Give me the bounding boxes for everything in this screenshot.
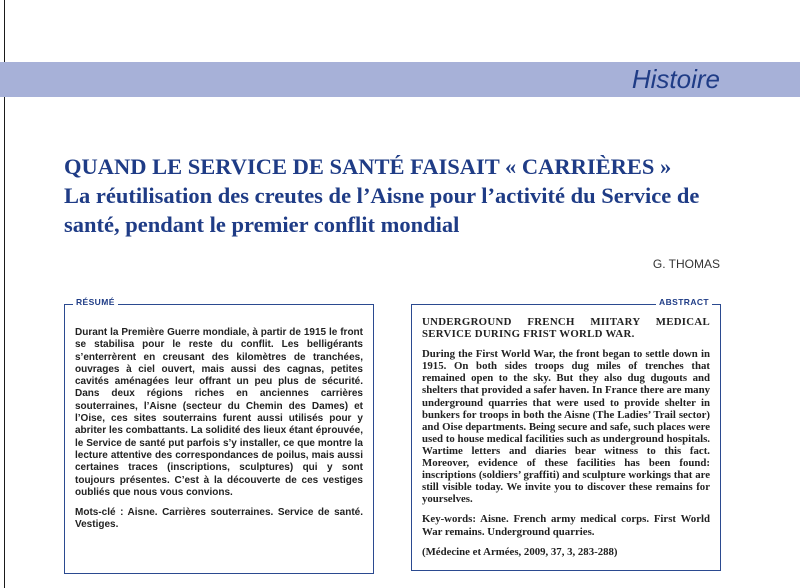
section-title: Histoire (631, 64, 720, 94)
abstract-citation: (Médecine et Armées, 2009, 37, 3, 283-288) (422, 545, 618, 558)
abstract-title: UNDERGROUND FRENCH MIITARY MEDICAL SERVICE DURING FRIST WORLD WAR. (422, 316, 710, 341)
abstract-label: ABSTRACT (656, 297, 712, 307)
resume-box (64, 297, 374, 574)
resume-text: Durant la Première Guerre mondiale, à partir de 1915 le front se stabilisa pour le reste du conflit. Les belligérants s’enterrèrent en creusant des kilomètres de tranchées, ouvrages à ciel ouvert, mais aussi des cagnas, petites cavités aménagées leur offrant un peu plus de sécurité. Dans deux régions riches en anciennes carrières souterraines, l’Aisne (secteur du Chemin des Dames) et l’Oise, ces sites souterrains furent aussi utilisés pour y abriter les combattants. La solidité des lieux étant éprouvée, le Service de santé put parfois s’y installer, ce que montre la lecture attentive des correspondances de poilus, mais aussi certaines traces (inscriptions, sculptures) qui y sont toujours présentes. C’est à la découverte de ces vestiges oubliés que nous vous convions. (75, 327, 363, 498)
article-subtitle: La réutilisation des creutes de l’Aisne pour l’activité du Service de santé, pendant le premier conflit mondial (64, 183, 700, 237)
resume-label: RÉSUMÉ (73, 297, 118, 307)
article-title (64, 152, 744, 239)
abstract-keywords: Key-words: Aisne. French army medical corps. First World War remains. Underground quarries. (422, 513, 710, 538)
resume-body (75, 327, 363, 540)
resume-keywords: Mots-clé : Aisne. Carrières souterraines. Service de santé. Vestiges. (75, 507, 363, 531)
abstract-body (422, 316, 710, 566)
abstract-box (411, 297, 721, 571)
article-title-main: QUAND LE SERVICE DE SANTÉ FAISAIT « CARRIÈRES » (64, 154, 672, 179)
author-name: G. THOMAS (652, 257, 720, 271)
abstract-text: During the First World War, the front began to settle down in 1915. On both sides troops dug miles of trenches that remained open to the sky. But they also dug dugouts and shelters that provided a safer haven. In France there are many underground quarries that were used to provide shelter in bunkers for troops in both the Aisne (The Ladies’ Trail sector) and Oise departments. Being secure and safe, such places were used to house medical facilities such as underground hospitals. Wartime letters and diaries bear witness to this fact. Moreover, evidence of these facilities has been found: inscriptions (soldiers’ graffiti) and sculpture workings that are still visible today. We invite you to discover these remains for yourselves. (422, 348, 710, 506)
